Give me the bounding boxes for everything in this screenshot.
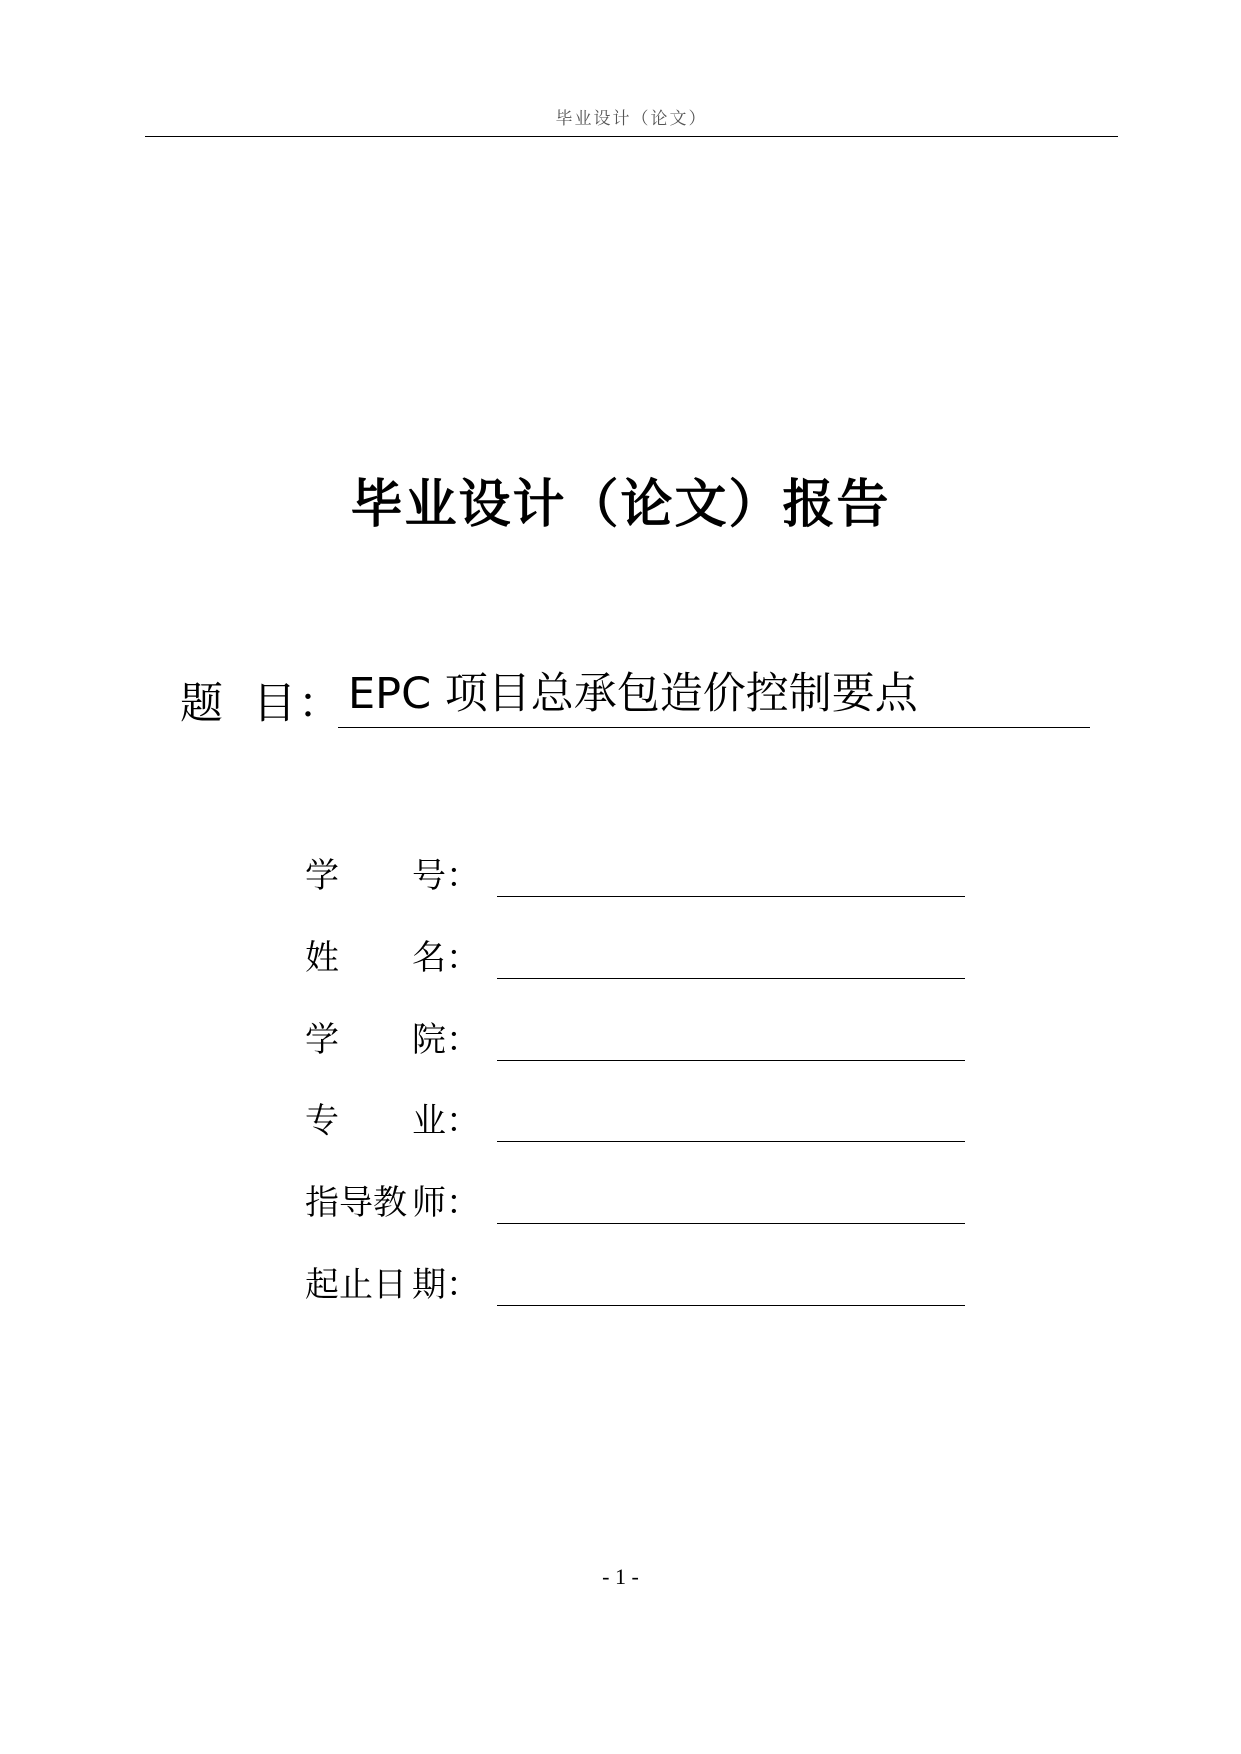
name-label-b: 名：: [412, 938, 480, 978]
college-row: [305, 1012, 965, 1072]
student-id-label-b: 号：: [412, 856, 480, 896]
college-label: [305, 1012, 480, 1061]
name-label: [305, 930, 480, 979]
college-field[interactable]: [497, 1012, 965, 1061]
major-label-b: 业：: [412, 1101, 480, 1141]
major-row: [305, 1093, 965, 1153]
date-range-label-b: 期：: [412, 1265, 480, 1305]
topic-label-second: 目：: [253, 679, 343, 729]
name-row: [305, 930, 965, 990]
topic-underline: [338, 727, 1090, 728]
running-header: 毕业设计（论文）: [555, 109, 708, 129]
advisor-label: [305, 1175, 480, 1224]
date-range-row: [305, 1257, 965, 1317]
name-label-a: 姓: [305, 938, 339, 978]
major-label: [305, 1093, 480, 1142]
advisor-field[interactable]: [497, 1175, 965, 1224]
date-range-label: [305, 1257, 480, 1306]
topic-label-first: 题: [180, 679, 225, 729]
topic-label: [180, 670, 343, 731]
report-title: 毕业设计（论文）报告: [350, 475, 891, 535]
student-id-row: [305, 848, 965, 908]
page-number: - 1 -: [602, 1564, 639, 1589]
header-divider: [145, 136, 1118, 137]
date-range-label-a: 起止日: [305, 1265, 407, 1305]
student-id-field[interactable]: [497, 848, 965, 897]
major-label-a: 专: [305, 1101, 339, 1141]
college-label-b: 院：: [412, 1020, 480, 1060]
college-label-a: 学: [305, 1020, 339, 1060]
student-id-label: [305, 848, 480, 897]
name-field[interactable]: [497, 930, 965, 979]
student-id-label-a: 学: [305, 856, 339, 896]
major-field[interactable]: [497, 1093, 965, 1142]
advisor-row: [305, 1175, 965, 1235]
topic-value: EPC 项目总承包造价控制要点: [348, 669, 918, 719]
advisor-label-a: 指导教: [305, 1183, 407, 1223]
advisor-label-b: 师：: [412, 1183, 480, 1223]
date-range-field[interactable]: [497, 1257, 965, 1306]
